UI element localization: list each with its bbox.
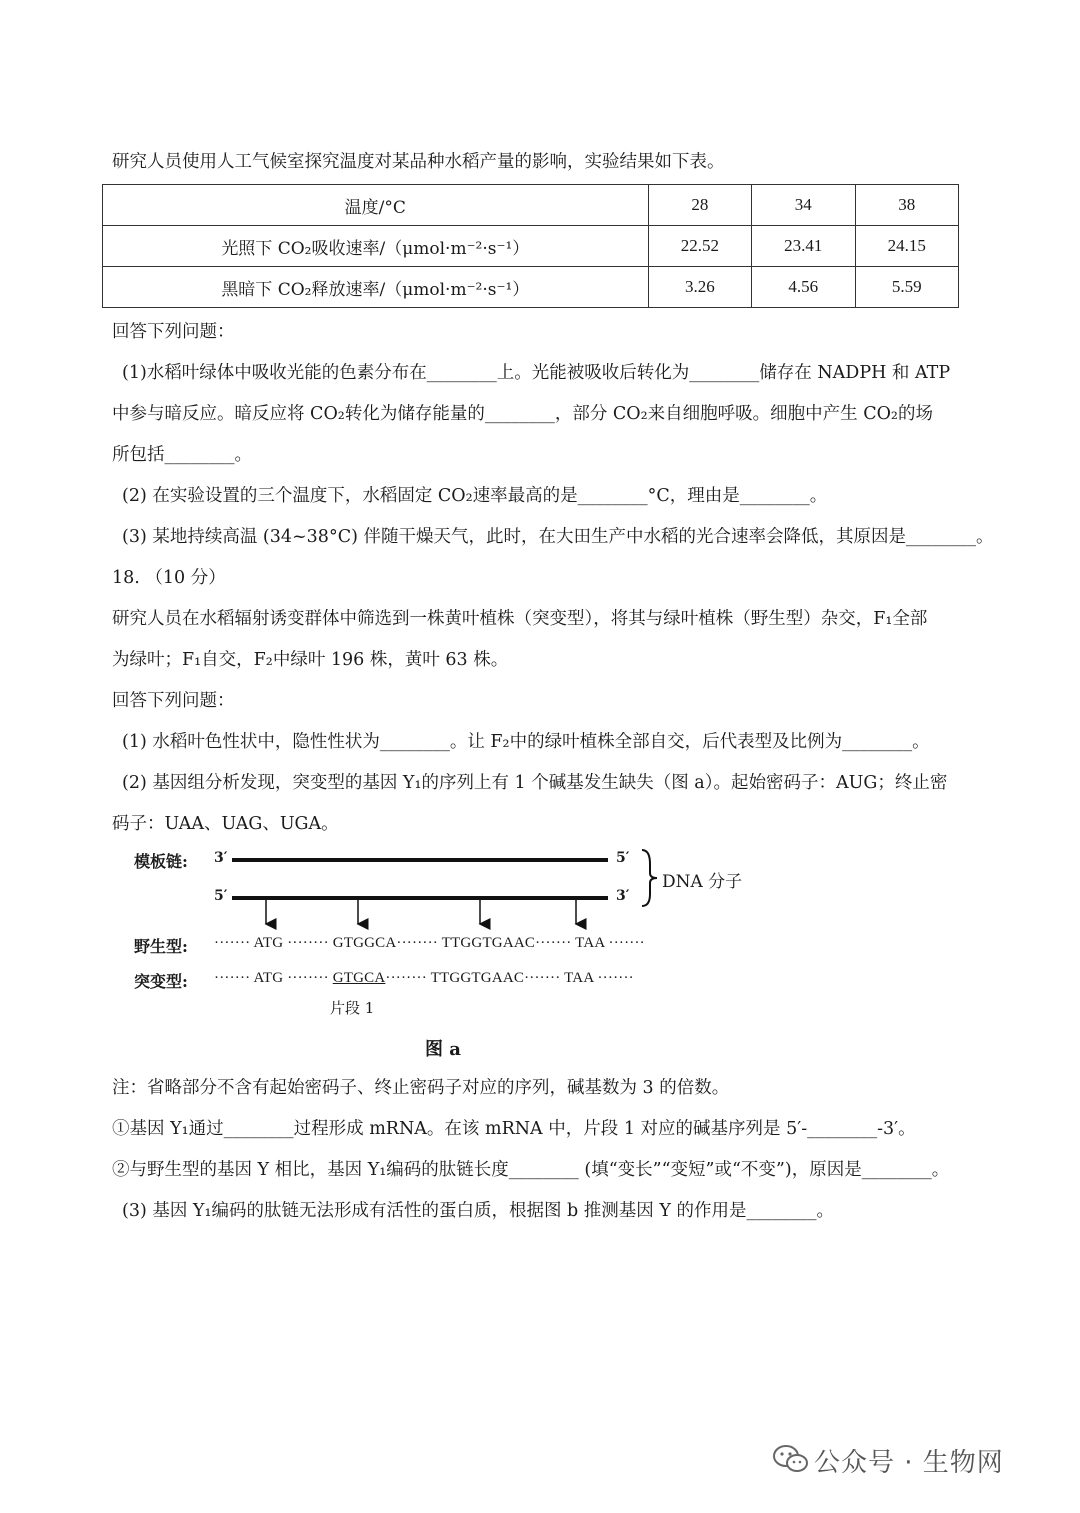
table-cell: 3.26: [648, 267, 751, 308]
fragment-1-sequence: GTGCA: [332, 970, 386, 986]
table-cell: 22.52: [648, 226, 751, 267]
mutant-label: 突变型:: [134, 972, 188, 991]
table-temp-38: 38: [855, 185, 958, 226]
template-strand-label: 模板链:: [134, 852, 188, 871]
wild-type-label: 野生型:: [134, 937, 188, 956]
question-part-1: (1) 水稻叶色性状中，隐性性状为________。让 F₂中的绿叶植株全部自交，后代表型及比例为________。: [122, 732, 930, 752]
wechat-icon: [772, 1443, 810, 1475]
temperature-table: [102, 184, 959, 308]
strand-end-label: 5′: [214, 888, 228, 904]
table-cell: 5.59: [855, 267, 958, 308]
wild-type-sequence: ······· ATG ········ GTGGCA········ TTGGTGAAC······· TAA ·······: [214, 935, 645, 951]
question-part-1-cont: 所包括________。: [112, 445, 252, 465]
table-row-label: 光照下 CO₂吸收速率/（μmol·m⁻²·s⁻¹）: [103, 226, 649, 267]
table-temp-34: 34: [752, 185, 855, 226]
mutant-seq-part: ······· ATG ········: [214, 970, 333, 986]
sub-question-2: ②与野生型的基因 Y 相比，基因 Y₁编码的肽链长度________ (填“变长”“变短”或“不变”)，原因是________。: [112, 1160, 950, 1180]
mutant-seq-part: ········ TTGGTGAAC······· TAA ·······: [385, 970, 634, 986]
sub-question-1: ①基因 Y₁通过________过程形成 mRNA。在该 mRNA 中，片段 1 对应的碱基序列是 5′-________-3′。: [112, 1119, 916, 1139]
question-intro: 研究人员在水稻辐射诱变群体中筛选到一株黄叶植株（突变型），将其与绿叶植株（野生型）杂交，F₁全部: [112, 609, 928, 629]
question-part-1: (1)水稻叶绿体中吸收光能的色素分布在________上。光能被吸收后转化为________储存在 NADPH 和 ATP: [122, 363, 951, 383]
question-part-1-cont: 中参与暗反应。暗反应将 CO₂转化为储存能量的________，部分 CO₂来自细胞呼吸。细胞中产生 CO₂的场: [112, 404, 933, 424]
table-row-light: [103, 226, 959, 267]
table-header-label: 温度/°C: [103, 185, 649, 226]
table-cell: 23.41: [752, 226, 855, 267]
table-row-dark: [103, 267, 959, 308]
question-part-3: (3) 某地持续高温 (34~38°C) 伴随干燥天气，此时，在大田生产中水稻的光合速率会降低，其原因是________。: [122, 527, 994, 547]
intro-text: 研究人员使用人工气候室探究温度对某品种水稻产量的影响，实验结果如下表。: [112, 152, 725, 172]
brace-icon: [642, 850, 657, 906]
question-part-2-cont: 码子：UAA、UAG、UGA。: [112, 814, 339, 834]
question-intro-cont: 为绿叶；F₁自交，F₂中绿叶 196 株，黄叶 63 株。: [112, 650, 509, 670]
question-heading: 18. （10 分）: [112, 568, 226, 588]
table-temp-28: 28: [648, 185, 751, 226]
strand-end-label: 3′: [214, 850, 228, 866]
table-row-label: 黑暗下 CO₂释放速率/（μmol·m⁻²·s⁻¹）: [103, 267, 649, 308]
answer-prompt: 回答下列问题：: [112, 691, 235, 711]
strand-end-label: 5′: [616, 850, 630, 866]
answer-prompt: 回答下列问题：: [112, 322, 235, 342]
table-header-row: [103, 185, 959, 226]
dna-molecule-label: DNA 分子: [662, 872, 743, 892]
table-cell: 24.15: [855, 226, 958, 267]
question-part-3: (3) 基因 Y₁编码的肽链无法形成有活性的蛋白质，根据图 b 推测基因 Y 的作用是________。: [122, 1201, 834, 1221]
mutant-sequence: [214, 970, 634, 987]
strand-end-label: 3′: [616, 888, 630, 904]
figure-note: 注：省略部分不含有起始密码子、终止密码子对应的序列，碱基数为 3 的倍数。: [112, 1078, 730, 1098]
watermark-text: 公众号 · 生物网: [814, 1448, 1004, 1478]
fragment-label: 片段 1: [330, 999, 375, 1017]
figure-caption: 图 a: [425, 1039, 461, 1060]
question-part-2: (2) 基因组分析发现，突变型的基因 Y₁的序列上有 1 个碱基发生缺失（图 a）。起始密码子：AUG；终止密: [122, 773, 948, 793]
question-part-2: (2) 在实验设置的三个温度下，水稻固定 CO₂速率最高的是________°C，理由是________。: [122, 486, 828, 506]
table-cell: 4.56: [752, 267, 855, 308]
